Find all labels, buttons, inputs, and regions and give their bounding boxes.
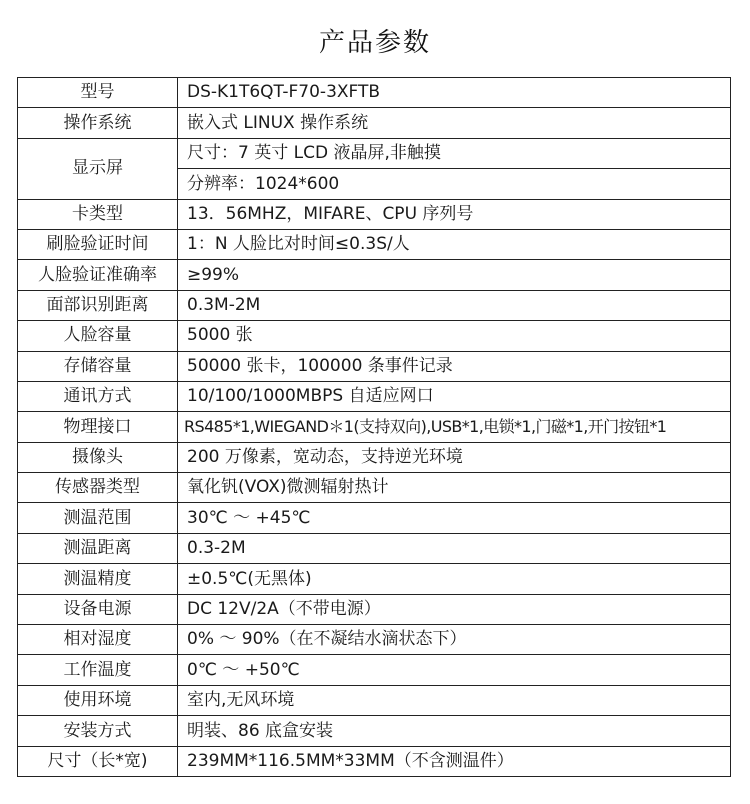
spec-row: [18, 260, 731, 290]
spec-value: 室内,无风环境: [178, 685, 731, 715]
spec-row: [18, 138, 731, 168]
spec-row: [18, 625, 731, 655]
spec-label: 测温范围: [18, 503, 178, 533]
spec-label: 测温距离: [18, 533, 178, 563]
spec-label: 摄像头: [18, 442, 178, 472]
spec-row: [18, 412, 731, 442]
spec-row: [18, 442, 731, 472]
spec-value: 200 万像素，宽动态，支持逆光环境: [178, 442, 731, 472]
spec-value: 30℃ ～ +45℃: [178, 503, 731, 533]
spec-value: 分辨率：1024*600: [178, 169, 731, 199]
spec-value: 1：N 人脸比对时间≤0.3S/人: [178, 229, 731, 259]
spec-row: [18, 321, 731, 351]
spec-table-body: [18, 78, 731, 777]
spec-value: 氧化钒(VOX)微测辐射热计: [178, 473, 731, 503]
spec-row: [18, 108, 731, 138]
spec-row: [18, 229, 731, 259]
spec-label: 卡类型: [18, 199, 178, 229]
spec-row: [18, 199, 731, 229]
spec-label: 测温精度: [18, 564, 178, 594]
spec-label: 物理接口: [18, 412, 178, 442]
spec-row: [18, 533, 731, 563]
spec-value: 0% ～ 90%（在不凝结水滴状态下）: [178, 625, 731, 655]
spec-label: 存储容量: [18, 351, 178, 381]
spec-label: 人脸验证准确率: [18, 260, 178, 290]
spec-value: ≥99%: [178, 260, 731, 290]
spec-label: 设备电源: [18, 594, 178, 624]
spec-row: [18, 594, 731, 624]
spec-row: [18, 381, 731, 411]
spec-value: RS485*1,WIEGAND＊1(支持双向),USB*1,电锁*1,门磁*1,开门按钮*1: [178, 412, 731, 442]
spec-table: [17, 77, 731, 777]
spec-label: 相对湿度: [18, 625, 178, 655]
spec-value: 0.3M-2M: [178, 290, 731, 320]
spec-label: 人脸容量: [18, 321, 178, 351]
spec-row: [18, 716, 731, 746]
spec-row: [18, 746, 731, 776]
spec-value: 尺寸：7 英寸 LCD 液晶屏,非触摸: [178, 138, 731, 168]
spec-row: [18, 351, 731, 381]
spec-row: [18, 473, 731, 503]
spec-label: 面部识别距离: [18, 290, 178, 320]
page-title: 产品参数: [318, 28, 431, 58]
spec-label: 使用环境: [18, 685, 178, 715]
spec-value: 嵌入式 LINUX 操作系统: [178, 108, 731, 138]
spec-label: 刷脸验证时间: [18, 229, 178, 259]
spec-label: 型号: [18, 78, 178, 108]
spec-value: 239MM*116.5MM*33MM（不含测温件）: [178, 746, 731, 776]
spec-label: 安装方式: [18, 716, 178, 746]
spec-label: 工作温度: [18, 655, 178, 685]
spec-value: 0.3-2M: [178, 533, 731, 563]
spec-label: 显示屏: [18, 138, 178, 199]
spec-label: 传感器类型: [18, 473, 178, 503]
spec-label: 尺寸（长*宽): [18, 746, 178, 776]
spec-row: [18, 78, 731, 108]
spec-value: 50000 张卡，100000 条事件记录: [178, 351, 731, 381]
spec-row: [18, 685, 731, 715]
spec-row: [18, 503, 731, 533]
spec-value: DC 12V/2A（不带电源）: [178, 594, 731, 624]
spec-value: DS-K1T6QT-F70-3XFTB: [178, 78, 731, 108]
spec-row: [18, 564, 731, 594]
spec-value: 10/100/1000MBPS 自适应网口: [178, 381, 731, 411]
spec-label: 通讯方式: [18, 381, 178, 411]
spec-row: [18, 290, 731, 320]
spec-value: 5000 张: [178, 321, 731, 351]
spec-row: [18, 655, 731, 685]
spec-value: 明装、86 底盒安装: [178, 716, 731, 746]
spec-value: ±0.5℃(无黑体): [178, 564, 731, 594]
spec-label: 操作系统: [18, 108, 178, 138]
spec-value: 0℃ ～ +50℃: [178, 655, 731, 685]
spec-value: 13．56MHZ，MIFARE、CPU 序列号: [178, 199, 731, 229]
